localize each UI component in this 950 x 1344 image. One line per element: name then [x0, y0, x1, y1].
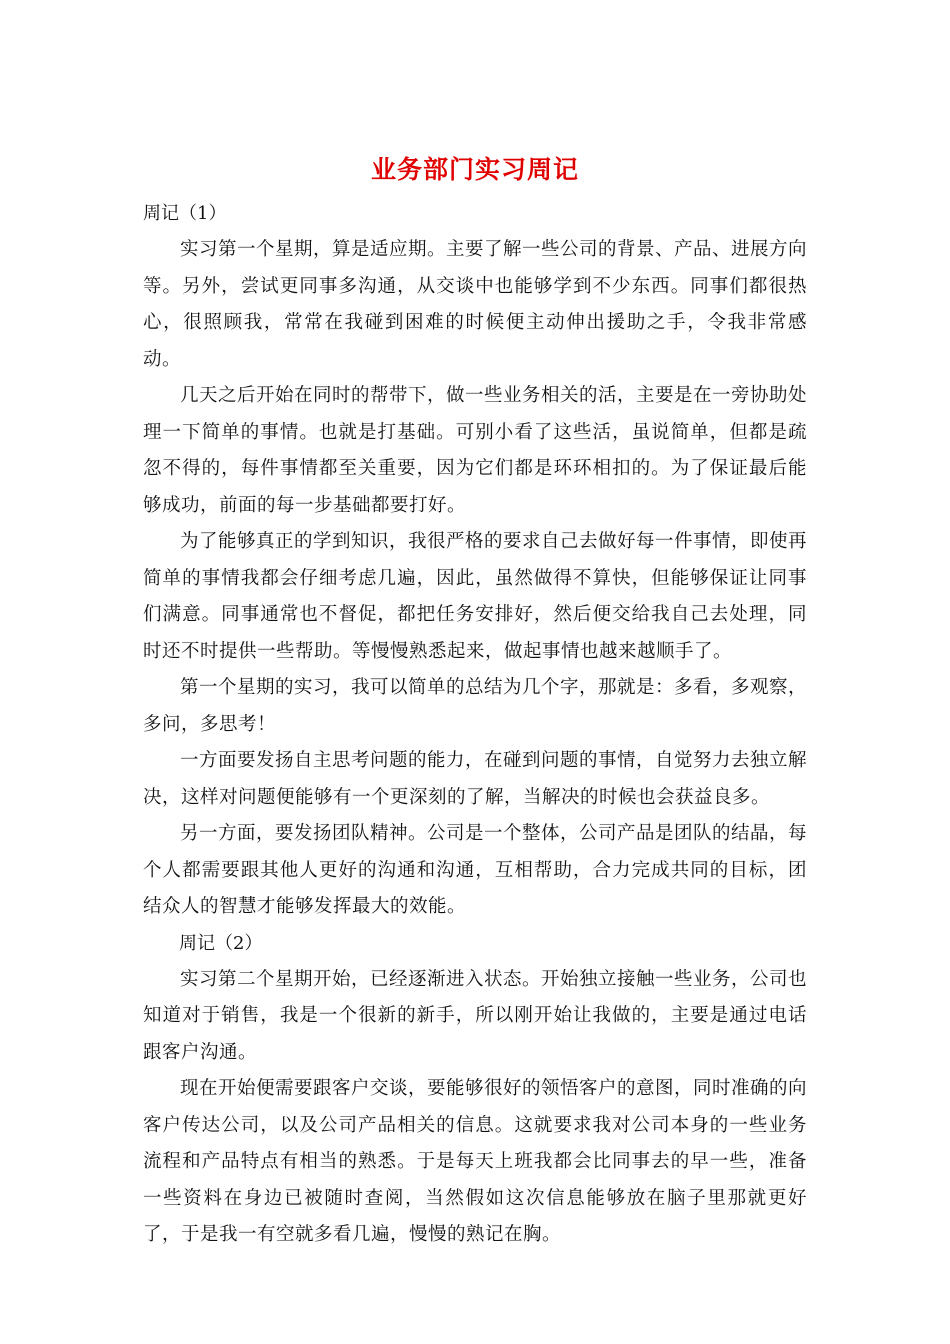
section-heading: 周记（2） — [179, 932, 263, 954]
paragraph: 现在开始便需要跟客户交谈，要能够很好的领悟客户的意图，同时准确的向客户传达公司，以及公司产品相关的信息。这就要求我对公司本身的一些业务流程和产品特点有相当的熟悉。于是每天上班我都会比同事去的早一些，准备一些资料在身边已被随时查阅，当然假如这次信息能够放在脑子里那就更好了，于是我一有空就多看几遍，慢慢的熟记在胸。 — [143, 1078, 808, 1245]
paragraph: 第一个星期的实习，我可以简单的总结为几个字，那就是：多看，多观察，多问，多思考！ — [143, 677, 808, 735]
paragraph: 实习第二个星期开始，已经逐渐进入状态。开始独立接触一些业务，公司也知道对于销售，我是一个很新的新手，所以刚开始让我做的，主要是通过电话跟客户沟通。 — [143, 968, 808, 1063]
section-week-2 — [143, 926, 807, 1254]
section-heading: 周记（1） — [143, 203, 227, 224]
document-page — [143, 148, 807, 1254]
paragraph: 一方面要发扬自主思考问题的能力，在碰到问题的事情，自觉努力去独立解决，这样对问题便能够有一个更深刻的了解，当解决的时候也会获益良多。 — [143, 750, 808, 808]
section-week-1 — [143, 196, 807, 926]
paragraph: 为了能够真正的学到知识，我很严格的要求自己去做好每一件事情，即使再简单的事情我都会仔细考虑几遍，因此，虽然做得不算快，但能够保证让同事们满意。同事通常也不督促，都把任务安排好，然后便交给我自己去处理，同时还不时提供一些帮助。等慢慢熟悉起来，做起事情也越来越顺手了。 — [143, 531, 808, 662]
paragraph: 几天之后开始在同时的帮带下，做一些业务相关的活，主要是在一旁协助处理一下简单的事情。也就是打基础。可别小看了这些活，虽说简单，但都是疏忽不得的，每件事情都至关重要，因为它们都是环环相扣的。为了保证最后能够成功，前面的每一步基础都要打好。 — [143, 385, 808, 516]
paragraph: 实习第一个星期，算是适应期。主要了解一些公司的背景、产品、进展方向等。另外，尝试更同事多沟通，从交谈中也能够学到不少东西。同事们都很热心，很照顾我，常常在我碰到困难的时候便主动伸出援助之手，令我非常感动。 — [143, 239, 808, 370]
document-title: 业务部门实习周记 — [370, 155, 579, 184]
paragraph: 另一方面，要发扬团队精神。公司是一个整体，公司产品是团队的结晶，每个人都需要跟其他人更好的沟通和沟通，互相帮助，合力完成共同的目标，团结众人的智慧才能够发挥最大的效能。 — [143, 823, 808, 917]
